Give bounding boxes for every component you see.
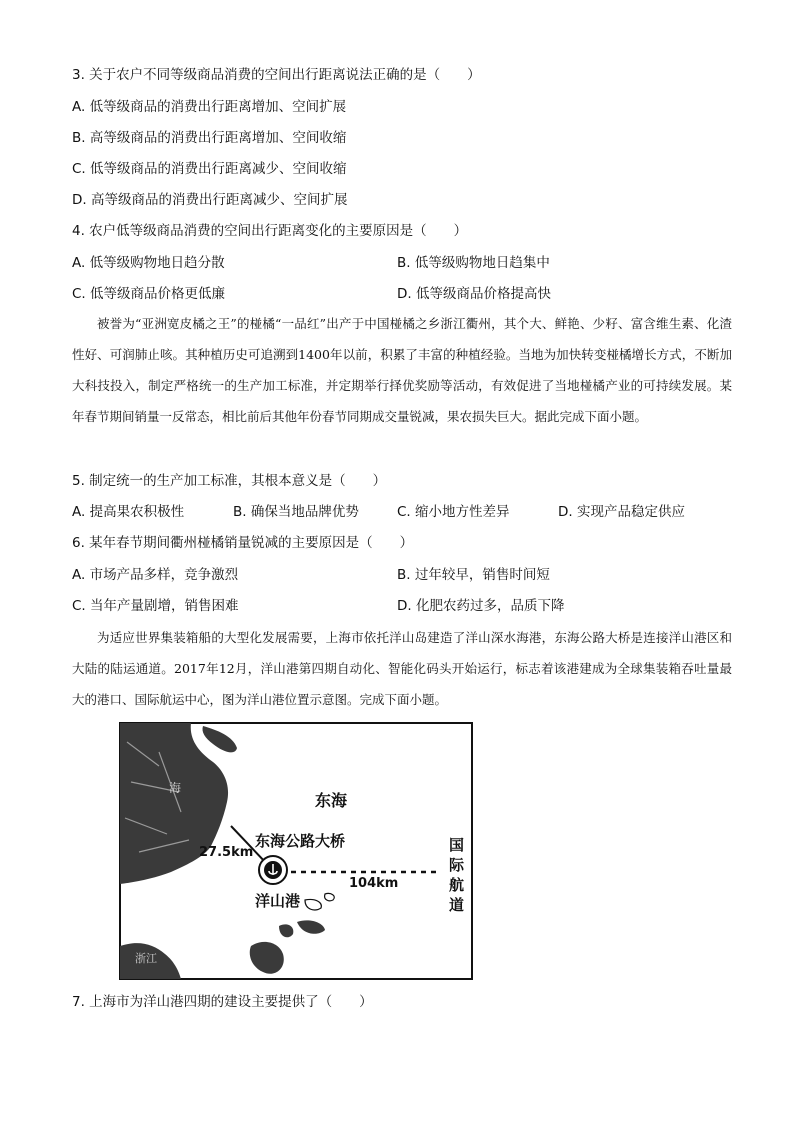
question-4-option-b: B. 低等级购物地日趋集中: [397, 255, 550, 271]
label-zhejiang: 浙江: [135, 952, 157, 965]
passage-yangshan-port: 为适应世界集装箱船的大型化发展需要，上海市依托洋山岛建造了洋山深水海港，东海公路大桥是连接洋山港区和大陆的陆运通道。2017年12月，洋山港第四期自动化、智能化码头开始运行，标志着该港建成为全球集装箱吞吐量最大的港口、国际航运中心，图为洋山港位置示意图。完成下面小题。: [72, 630, 732, 707]
label-route-char-3: 航: [449, 876, 465, 894]
question-4-stem: 4. 农户低等级商品消费的空间出行距离变化的主要原因是（ ）: [72, 223, 468, 239]
question-3-option-c: C. 低等级商品的消费出行距离减少、空间收缩: [72, 161, 347, 177]
question-5-option-a: A. 提高果农积极性: [72, 504, 185, 520]
question-4-option-d: D. 低等级商品价格提高快: [397, 286, 551, 302]
question-6-stem: 6. 某年春节期间衢州椪橘销量锐减的主要原因是（ ）: [72, 535, 414, 551]
question-4-option-c: C. 低等级商品价格更低廉: [72, 286, 226, 302]
question-6-option-a: A. 市场产品多样，竞争激烈: [72, 567, 239, 583]
label-yangshan-port: 洋山港: [255, 892, 301, 910]
question-5-option-d: D. 实现产品稳定供应: [558, 504, 685, 520]
label-route-char-1: 国: [449, 836, 465, 854]
question-3-option-b: B. 高等级商品的消费出行距离增加、空间收缩: [72, 130, 347, 146]
question-5-option-c: C. 缩小地方性差异: [397, 504, 510, 520]
island-yangshan-2: [325, 893, 335, 900]
question-5-option-b: B. 确保当地品牌优势: [233, 504, 359, 520]
passage-ponkan-orange: 被誉为“亚洲宽皮橘之王”的椪橘“一品红”出产于中国椪橘之乡浙江衢州，其个大、鲜艳、少籽、富含维生素、化渣性好、可润肺止咳。其种植历史可追溯到1400年以前，积累了丰富的种植经验。当地为加快转变椪橘增长方式，不断加大科技投入，制定严格统一的生产加工标准，并定期举行择优奖励等活动，有效促进了当地椪橘产业的可持续发展。某年春节期间销量一反常态，相比前后其他年份春节同期成交量锐减，果农损失巨大。据此完成下面小题。: [72, 316, 732, 424]
question-7-stem: 7. 上海市为洋山港四期的建设主要提供了（ ）: [72, 994, 373, 1010]
label-shanghai: 海: [169, 781, 182, 795]
label-bridge-distance: 27.5km: [199, 845, 254, 860]
question-6-option-b: B. 过年较早，销售时间短: [397, 567, 550, 583]
question-6-option-c: C. 当年产量剧增，销售困难: [72, 598, 239, 614]
question-3-stem: 3. 关于农户不同等级商品消费的空间出行距离说法正确的是（ ）: [72, 67, 481, 83]
label-east-sea: 东海: [315, 791, 348, 810]
label-route-char-4: 道: [449, 896, 465, 914]
question-4-option-a: A. 低等级购物地日趋分散: [72, 255, 225, 271]
question-6-option-d: D. 化肥农药过多，品质下降: [397, 598, 565, 614]
label-donghai-bridge: 东海公路大桥: [255, 832, 346, 850]
question-3-option-a: A. 低等级商品的消费出行距离增加、空间扩展: [72, 99, 347, 115]
label-route-distance: 104km: [349, 876, 399, 891]
label-route-char-2: 际: [449, 856, 465, 874]
question-3-option-d: D. 高等级商品的消费出行距离减少、空间扩展: [72, 192, 348, 208]
question-5-stem: 5. 制定统一的生产加工标准，其根本意义是（ ）: [72, 473, 387, 489]
yangshan-port-location-map: [119, 722, 473, 980]
